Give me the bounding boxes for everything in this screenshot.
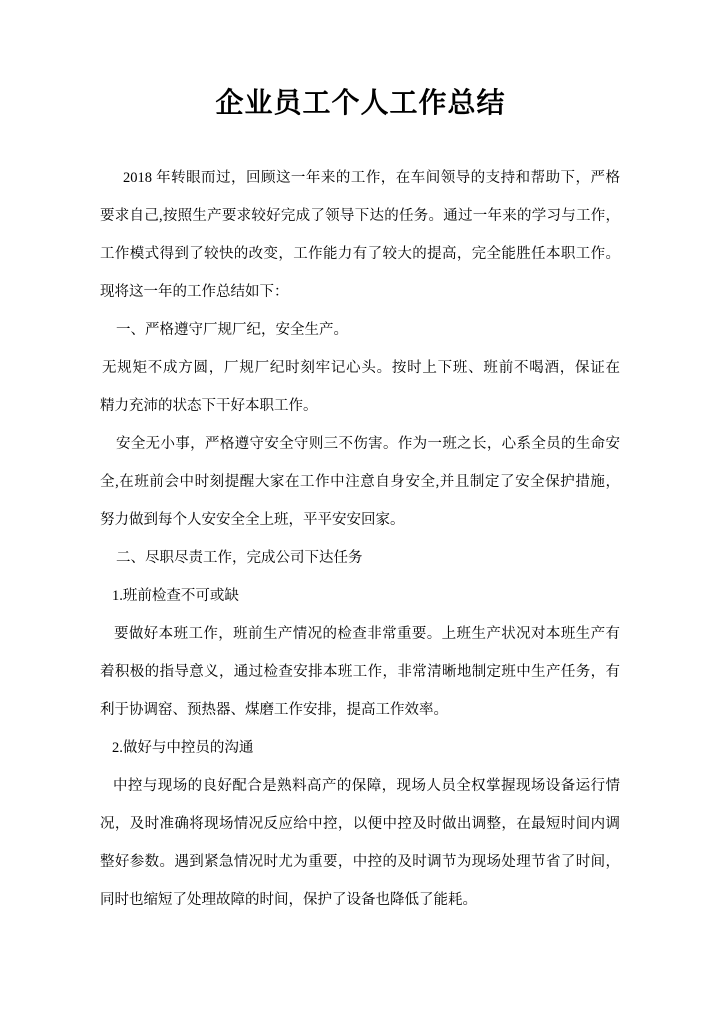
text-line: 安全无小事，严格遵守安全守则三不伤害。作为一班之长，心系全员的生命安 xyxy=(116,436,620,452)
text-line: 无规矩不成方圆，厂规厂纪时刻牢记心头。按时上下班、班前不喝酒，保证在 xyxy=(102,360,620,376)
text-line: 要求自己,按照生产要求较好完成了领导下达的任务。通过一年来的学习与工作， xyxy=(100,208,620,224)
text-line: 着积极的指导意义，通过检查安排本班工作，非常清晰地制定班中生产任务，有 xyxy=(100,664,620,680)
text-line: 现将这一年的工作总结如下： xyxy=(100,284,289,300)
text-line: 一、严格遵守厂规厂纪，安全生产。 xyxy=(116,322,348,338)
document-body xyxy=(100,159,620,919)
text-line: 整好参数。遇到紧急情况时尤为重要，中控的及时调节为现场处理节省了时间， xyxy=(100,854,620,870)
text-line: 中控与现场的良好配合是熟料高产的保障，现场人员全权掌握现场设备运行情 xyxy=(113,778,620,794)
text-line: 努力做到每个人安安全全上班，平平安安回家。 xyxy=(100,512,405,528)
text-line: 况，及时准确将现场情况反应给中控，以便中控及时做出调整，在最短时间内调 xyxy=(100,816,620,832)
text-line: 2.做好与中控员的沟通 xyxy=(112,740,254,756)
text-line: 工作模式得到了较快的改变，工作能力有了较大的提高，完全能胜任本职工作。 xyxy=(100,246,620,262)
text-line: 二、尽职尽责工作，完成公司下达任务 xyxy=(116,550,363,566)
text-line: 利于协调窑、预热器、煤磨工作安排，提高工作效率。 xyxy=(100,702,448,718)
text-line: 全,在班前会中时刻提醒大家在工作中注意自身安全,并且制定了安全保护措施， xyxy=(100,474,620,490)
text-line: 要做好本班工作，班前生产情况的检查非常重要。上班生产状况对本班生产有 xyxy=(114,626,620,642)
text-line: 2018 年转眼而过，回顾这一年来的工作，在车间领导的支持和帮助下，严格 xyxy=(123,170,620,186)
text-line: 1.班前检查不可或缺 xyxy=(112,588,239,604)
text-line: 精力充沛的状态下干好本职工作。 xyxy=(100,398,318,414)
document-title: 企业员工个人工作总结 xyxy=(215,88,506,119)
text-line: 同时也缩短了处理故障的时间，保护了设备也降低了能耗。 xyxy=(100,892,477,908)
